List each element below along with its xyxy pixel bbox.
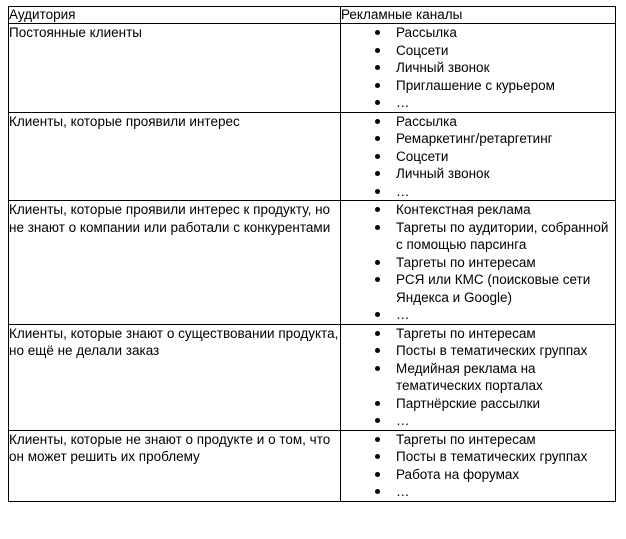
channel-list: [341, 431, 615, 501]
list-item: [341, 342, 615, 360]
bullet-dot-icon: [375, 454, 380, 459]
table-row: [9, 201, 616, 325]
bullet-dot-icon: [375, 171, 380, 176]
bullet-dot-icon: [375, 401, 380, 406]
audience-cell: [9, 112, 341, 201]
bullet-dot-icon: [375, 189, 380, 194]
channel-text: Таргеты по интересам: [396, 254, 536, 270]
bullet-dot-icon: [375, 48, 380, 53]
list-item: [341, 42, 615, 60]
bullet-dot-icon: [375, 100, 380, 105]
bullet-dot-icon: [375, 207, 380, 212]
bullet-dot-icon: [375, 83, 380, 88]
channel-text: Таргеты по интересам: [396, 325, 536, 341]
bullet-dot-icon: [375, 260, 380, 265]
list-item: [341, 94, 615, 112]
bullet-dot-icon: [375, 65, 380, 70]
list-item: [341, 130, 615, 148]
list-item: [341, 448, 615, 466]
bullet-dot-icon: [375, 277, 380, 282]
channel-text: Соцсети: [396, 148, 449, 164]
channels-cell: [341, 112, 616, 201]
bullet-dot-icon: [375, 366, 380, 371]
audience-channels-table: [8, 6, 616, 502]
channel-text: …: [396, 183, 410, 199]
channel-text: РСЯ или КМС (поисковые сети Яндекса и Google): [396, 272, 591, 305]
channel-text: …: [396, 307, 410, 322]
table-header-row: [9, 7, 616, 24]
column-header-audience: Аудитория: [9, 7, 341, 24]
table-header: [9, 7, 616, 24]
audience-cell: [9, 324, 341, 430]
table-row: [9, 324, 616, 430]
channel-text: Посты в тематических группах: [396, 343, 588, 358]
audience-text: Постоянные клиенты: [9, 25, 143, 40]
channel-text: Личный звонок: [396, 166, 490, 181]
list-item: [341, 148, 615, 166]
channel-text: Контекстная реклама: [396, 202, 531, 217]
channel-text: Посты в тематических группах: [396, 449, 588, 464]
channel-list: [341, 325, 615, 430]
bullet-dot-icon: [375, 489, 380, 494]
channel-text: …: [396, 413, 410, 428]
audience-text: Клиенты, которые не знают о продукте и о том, что он может решить их проблему: [9, 431, 331, 464]
channels-cell: [341, 24, 616, 113]
channel-text: Таргеты по аудитории, собранной с помощью парсинга: [396, 219, 609, 252]
list-item: [341, 431, 615, 449]
audience-cell: [9, 24, 341, 113]
list-item: [341, 325, 615, 343]
bullet-dot-icon: [375, 312, 380, 317]
list-item: [341, 483, 615, 501]
channel-text: Рассылка: [396, 113, 457, 129]
channel-text: Таргеты по интересам: [396, 431, 536, 447]
audience-text: Клиенты, которые проявили интерес к продукту, но не знают о компании или работали с конкурентами: [9, 202, 331, 235]
table-row: [9, 430, 616, 501]
channel-list: [341, 113, 615, 201]
list-item: [341, 271, 615, 306]
channel-text: Работа на форумах: [396, 466, 520, 482]
table-row: [9, 112, 616, 201]
bullet-dot-icon: [375, 30, 380, 35]
list-item: [341, 77, 615, 95]
list-item: [341, 254, 615, 272]
channel-text: Рассылка: [396, 25, 457, 40]
channel-text: Личный звонок: [396, 60, 490, 75]
table-body: [9, 24, 616, 502]
channel-list: [341, 201, 615, 324]
bullet-dot-icon: [375, 348, 380, 353]
column-header-channels: Рекламные каналы: [341, 7, 616, 24]
list-item: [341, 306, 615, 324]
channel-text: …: [396, 484, 410, 499]
bullet-dot-icon: [375, 331, 380, 336]
list-item: [341, 219, 615, 254]
channels-cell: [341, 201, 616, 325]
channel-text: Соцсети: [396, 42, 449, 58]
list-item: [341, 466, 615, 484]
audience-text: Клиенты, которые проявили интерес: [9, 113, 240, 129]
bullet-dot-icon: [375, 136, 380, 141]
channels-cell: [341, 324, 616, 430]
audience-cell: [9, 201, 341, 325]
list-item: [341, 201, 615, 219]
list-item: [341, 113, 615, 131]
channel-text: Приглашение с курьером: [396, 77, 555, 93]
list-item: [341, 412, 615, 430]
channel-text: Партнёрские рассылки: [396, 395, 541, 411]
channel-list: [341, 24, 615, 112]
channel-text: …: [396, 95, 410, 110]
channels-cell: [341, 430, 616, 501]
list-item: [341, 59, 615, 77]
bullet-dot-icon: [375, 418, 380, 423]
audience-text: Клиенты, которые знают о существовании продукта, но ещё не делали заказ: [9, 325, 339, 358]
list-item: [341, 395, 615, 413]
list-item: [341, 360, 615, 395]
channel-text: Ремаркетинг/ретаргетинг: [396, 131, 553, 146]
bullet-dot-icon: [375, 225, 380, 230]
bullet-dot-icon: [375, 154, 380, 159]
list-item: [341, 183, 615, 201]
bullet-dot-icon: [375, 472, 380, 477]
list-item: [341, 165, 615, 183]
bullet-dot-icon: [375, 437, 380, 442]
channel-text: Медийная реклама на тематических порталах: [396, 360, 543, 393]
list-item: [341, 24, 615, 42]
table-row: [9, 24, 616, 113]
bullet-dot-icon: [375, 119, 380, 124]
audience-cell: [9, 430, 341, 501]
